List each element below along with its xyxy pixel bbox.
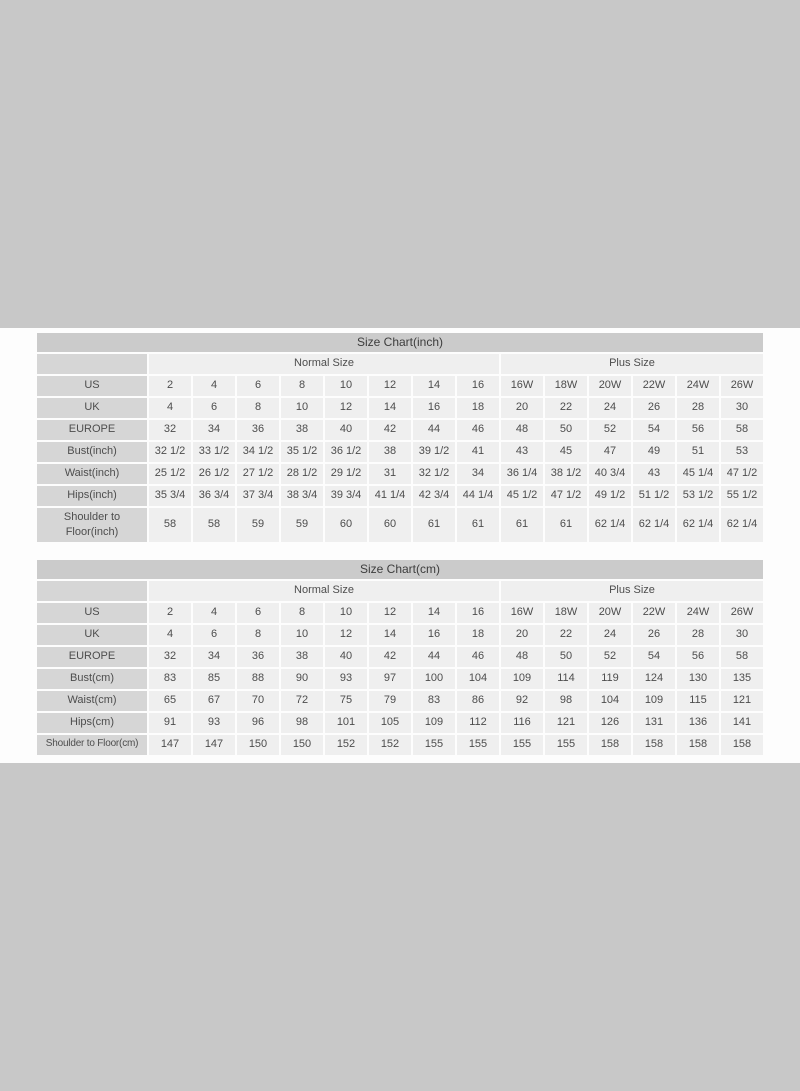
size-value: 8 xyxy=(237,398,279,418)
size-value: 8 xyxy=(281,376,323,396)
size-value: 90 xyxy=(281,669,323,689)
size-value: 155 xyxy=(413,735,455,755)
size-value: 52 xyxy=(589,420,631,440)
size-value: 59 xyxy=(281,508,323,542)
size-value: 22 xyxy=(545,398,587,418)
size-value: 40 xyxy=(325,647,367,667)
row-label: Hips(inch) xyxy=(37,486,147,506)
size-value: 28 xyxy=(677,625,719,645)
size-value: 35 1/2 xyxy=(281,442,323,462)
table-row xyxy=(37,442,763,462)
size-value: 61 xyxy=(501,508,543,542)
size-value: 116 xyxy=(501,713,543,733)
size-value: 48 xyxy=(501,647,543,667)
size-value: 41 1/4 xyxy=(369,486,411,506)
size-value: 62 1/4 xyxy=(721,508,763,542)
size-value: 14 xyxy=(369,398,411,418)
size-value: 26 xyxy=(633,625,675,645)
size-value: 112 xyxy=(457,713,499,733)
size-value: 58 xyxy=(721,420,763,440)
table-row xyxy=(37,603,763,623)
size-value: 27 1/2 xyxy=(237,464,279,484)
size-value: 49 1/2 xyxy=(589,486,631,506)
size-value: 93 xyxy=(325,669,367,689)
size-value: 24 xyxy=(589,398,631,418)
size-value: 6 xyxy=(237,376,279,396)
size-value: 155 xyxy=(457,735,499,755)
size-value: 34 xyxy=(457,464,499,484)
row-label: US xyxy=(37,603,147,623)
size-value: 26W xyxy=(721,603,763,623)
size-value: 104 xyxy=(457,669,499,689)
corner-cell xyxy=(37,354,147,374)
size-value: 96 xyxy=(237,713,279,733)
size-value: 45 1/4 xyxy=(677,464,719,484)
size-value: 6 xyxy=(193,625,235,645)
size-value: 93 xyxy=(193,713,235,733)
table-title-row xyxy=(37,560,763,579)
size-value: 14 xyxy=(413,603,455,623)
table-row xyxy=(37,398,763,418)
size-value: 126 xyxy=(589,713,631,733)
table-row xyxy=(37,486,763,506)
size-value: 97 xyxy=(369,669,411,689)
size-value: 56 xyxy=(677,420,719,440)
size-value: 18 xyxy=(457,625,499,645)
size-value: 40 xyxy=(325,420,367,440)
size-value: 155 xyxy=(501,735,543,755)
size-value: 43 xyxy=(633,464,675,484)
row-label: Shoulder to Floor(cm) xyxy=(37,735,147,755)
size-value: 67 xyxy=(193,691,235,711)
size-value: 152 xyxy=(369,735,411,755)
size-value: 12 xyxy=(325,625,367,645)
group-header-row xyxy=(37,581,763,601)
size-value: 155 xyxy=(545,735,587,755)
size-value: 121 xyxy=(545,713,587,733)
size-value: 38 xyxy=(369,442,411,462)
size-value: 6 xyxy=(237,603,279,623)
size-value: 158 xyxy=(589,735,631,755)
size-value: 42 xyxy=(369,420,411,440)
size-value: 16 xyxy=(457,603,499,623)
size-value: 20 xyxy=(501,398,543,418)
size-value: 18 xyxy=(457,398,499,418)
size-value: 53 1/2 xyxy=(677,486,719,506)
size-value: 16W xyxy=(501,603,543,623)
size-value: 10 xyxy=(281,625,323,645)
size-value: 91 xyxy=(149,713,191,733)
group-header-row xyxy=(37,354,763,374)
size-value: 114 xyxy=(545,669,587,689)
size-value: 30 xyxy=(721,625,763,645)
size-value: 62 1/4 xyxy=(677,508,719,542)
table-row xyxy=(37,420,763,440)
size-value: 83 xyxy=(149,669,191,689)
size-value: 22W xyxy=(633,603,675,623)
size-value: 61 xyxy=(413,508,455,542)
size-value: 28 1/2 xyxy=(281,464,323,484)
size-value: 79 xyxy=(369,691,411,711)
size-value: 35 3/4 xyxy=(149,486,191,506)
size-value: 36 1/4 xyxy=(501,464,543,484)
size-value: 50 xyxy=(545,647,587,667)
table-row xyxy=(37,735,763,755)
group-header: Plus Size xyxy=(501,581,763,601)
size-value: 39 1/2 xyxy=(413,442,455,462)
size-value: 30 xyxy=(721,398,763,418)
size-value: 56 xyxy=(677,647,719,667)
size-value: 36 3/4 xyxy=(193,486,235,506)
row-label: Hips(cm) xyxy=(37,713,147,733)
size-value: 38 xyxy=(281,647,323,667)
size-value: 16W xyxy=(501,376,543,396)
size-chart-cm-table xyxy=(35,558,765,757)
size-value: 72 xyxy=(281,691,323,711)
size-value: 18W xyxy=(545,603,587,623)
size-value: 136 xyxy=(677,713,719,733)
size-value: 124 xyxy=(633,669,675,689)
table-row xyxy=(37,647,763,667)
size-value: 104 xyxy=(589,691,631,711)
size-value: 20W xyxy=(589,603,631,623)
table-row xyxy=(37,376,763,396)
size-value: 36 xyxy=(237,647,279,667)
size-value: 131 xyxy=(633,713,675,733)
size-value: 88 xyxy=(237,669,279,689)
size-value: 101 xyxy=(325,713,367,733)
size-value: 2 xyxy=(149,603,191,623)
size-value: 14 xyxy=(369,625,411,645)
size-value: 12 xyxy=(369,376,411,396)
size-value: 100 xyxy=(413,669,455,689)
table-row xyxy=(37,508,763,542)
size-value: 42 3/4 xyxy=(413,486,455,506)
size-value: 18W xyxy=(545,376,587,396)
size-value: 98 xyxy=(281,713,323,733)
size-value: 37 3/4 xyxy=(237,486,279,506)
size-value: 55 1/2 xyxy=(721,486,763,506)
size-value: 16 xyxy=(457,376,499,396)
size-value: 10 xyxy=(325,603,367,623)
size-value: 45 xyxy=(545,442,587,462)
row-label: Bust(inch) xyxy=(37,442,147,462)
size-value: 83 xyxy=(413,691,455,711)
size-value: 44 1/4 xyxy=(457,486,499,506)
size-value: 58 xyxy=(721,647,763,667)
size-value: 39 3/4 xyxy=(325,486,367,506)
size-value: 47 xyxy=(589,442,631,462)
size-value: 109 xyxy=(633,691,675,711)
size-value: 38 xyxy=(281,420,323,440)
size-value: 31 xyxy=(369,464,411,484)
size-value: 42 xyxy=(369,647,411,667)
size-value: 36 xyxy=(237,420,279,440)
size-value: 4 xyxy=(193,376,235,396)
row-label: US xyxy=(37,376,147,396)
size-value: 150 xyxy=(237,735,279,755)
size-value: 150 xyxy=(281,735,323,755)
size-value: 26 xyxy=(633,398,675,418)
size-value: 14 xyxy=(413,376,455,396)
size-value: 49 xyxy=(633,442,675,462)
size-value: 147 xyxy=(149,735,191,755)
size-value: 158 xyxy=(633,735,675,755)
size-value: 25 1/2 xyxy=(149,464,191,484)
size-value: 26W xyxy=(721,376,763,396)
size-value: 20 xyxy=(501,625,543,645)
size-value: 141 xyxy=(721,713,763,733)
size-value: 32 xyxy=(149,647,191,667)
size-value: 34 xyxy=(193,647,235,667)
table-row xyxy=(37,691,763,711)
size-chart-panel xyxy=(0,328,800,763)
table-title: Size Chart(cm) xyxy=(37,560,763,579)
size-value: 36 1/2 xyxy=(325,442,367,462)
size-value: 130 xyxy=(677,669,719,689)
size-value: 24W xyxy=(677,376,719,396)
size-value: 34 1/2 xyxy=(237,442,279,462)
size-value: 59 xyxy=(237,508,279,542)
size-value: 86 xyxy=(457,691,499,711)
table-row xyxy=(37,713,763,733)
size-value: 51 1/2 xyxy=(633,486,675,506)
size-value: 62 1/4 xyxy=(633,508,675,542)
size-value: 32 1/2 xyxy=(149,442,191,462)
size-value: 22W xyxy=(633,376,675,396)
size-value: 70 xyxy=(237,691,279,711)
size-value: 51 xyxy=(677,442,719,462)
size-value: 50 xyxy=(545,420,587,440)
size-value: 54 xyxy=(633,420,675,440)
table-title: Size Chart(inch) xyxy=(37,333,763,352)
size-value: 158 xyxy=(677,735,719,755)
size-value: 158 xyxy=(721,735,763,755)
size-value: 109 xyxy=(501,669,543,689)
size-value: 135 xyxy=(721,669,763,689)
size-value: 45 1/2 xyxy=(501,486,543,506)
size-value: 2 xyxy=(149,376,191,396)
group-header: Plus Size xyxy=(501,354,763,374)
size-value: 44 xyxy=(413,647,455,667)
size-value: 58 xyxy=(193,508,235,542)
size-value: 38 1/2 xyxy=(545,464,587,484)
size-value: 29 1/2 xyxy=(325,464,367,484)
size-value: 121 xyxy=(721,691,763,711)
size-value: 46 xyxy=(457,420,499,440)
size-value: 20W xyxy=(589,376,631,396)
size-value: 6 xyxy=(193,398,235,418)
size-value: 61 xyxy=(457,508,499,542)
size-value: 53 xyxy=(721,442,763,462)
corner-cell xyxy=(37,581,147,601)
size-value: 41 xyxy=(457,442,499,462)
size-value: 28 xyxy=(677,398,719,418)
size-value: 32 1/2 xyxy=(413,464,455,484)
row-label: Bust(cm) xyxy=(37,669,147,689)
size-value: 62 1/4 xyxy=(589,508,631,542)
size-chart-inch-table xyxy=(35,331,765,544)
row-label: UK xyxy=(37,625,147,645)
row-label: Waist(inch) xyxy=(37,464,147,484)
size-value: 32 xyxy=(149,420,191,440)
size-value: 34 xyxy=(193,420,235,440)
size-value: 98 xyxy=(545,691,587,711)
group-header: Normal Size xyxy=(149,581,499,601)
size-value: 115 xyxy=(677,691,719,711)
size-value: 75 xyxy=(325,691,367,711)
row-label: Shoulder to Floor(inch) xyxy=(37,508,147,542)
size-value: 60 xyxy=(369,508,411,542)
row-label: UK xyxy=(37,398,147,418)
size-value: 47 1/2 xyxy=(721,464,763,484)
size-value: 10 xyxy=(281,398,323,418)
size-value: 10 xyxy=(325,376,367,396)
size-value: 60 xyxy=(325,508,367,542)
size-value: 16 xyxy=(413,625,455,645)
table-row xyxy=(37,625,763,645)
size-value: 92 xyxy=(501,691,543,711)
size-value: 119 xyxy=(589,669,631,689)
size-value: 4 xyxy=(149,625,191,645)
size-value: 65 xyxy=(149,691,191,711)
size-value: 4 xyxy=(193,603,235,623)
size-value: 43 xyxy=(501,442,543,462)
size-value: 33 1/2 xyxy=(193,442,235,462)
row-label: EUROPE xyxy=(37,420,147,440)
size-value: 24 xyxy=(589,625,631,645)
size-value: 16 xyxy=(413,398,455,418)
size-value: 85 xyxy=(193,669,235,689)
size-value: 26 1/2 xyxy=(193,464,235,484)
size-value: 4 xyxy=(149,398,191,418)
row-label: EUROPE xyxy=(37,647,147,667)
size-value: 12 xyxy=(325,398,367,418)
table-row xyxy=(37,464,763,484)
size-value: 22 xyxy=(545,625,587,645)
size-value: 61 xyxy=(545,508,587,542)
size-value: 58 xyxy=(149,508,191,542)
size-value: 8 xyxy=(281,603,323,623)
group-header: Normal Size xyxy=(149,354,499,374)
size-value: 46 xyxy=(457,647,499,667)
size-value: 40 3/4 xyxy=(589,464,631,484)
size-value: 152 xyxy=(325,735,367,755)
size-value: 12 xyxy=(369,603,411,623)
size-value: 147 xyxy=(193,735,235,755)
size-value: 52 xyxy=(589,647,631,667)
table-row xyxy=(37,669,763,689)
size-value: 105 xyxy=(369,713,411,733)
size-value: 38 3/4 xyxy=(281,486,323,506)
size-value: 54 xyxy=(633,647,675,667)
size-value: 8 xyxy=(237,625,279,645)
size-value: 24W xyxy=(677,603,719,623)
row-label: Waist(cm) xyxy=(37,691,147,711)
size-value: 48 xyxy=(501,420,543,440)
table-title-row xyxy=(37,333,763,352)
size-value: 109 xyxy=(413,713,455,733)
size-value: 44 xyxy=(413,420,455,440)
size-value: 47 1/2 xyxy=(545,486,587,506)
